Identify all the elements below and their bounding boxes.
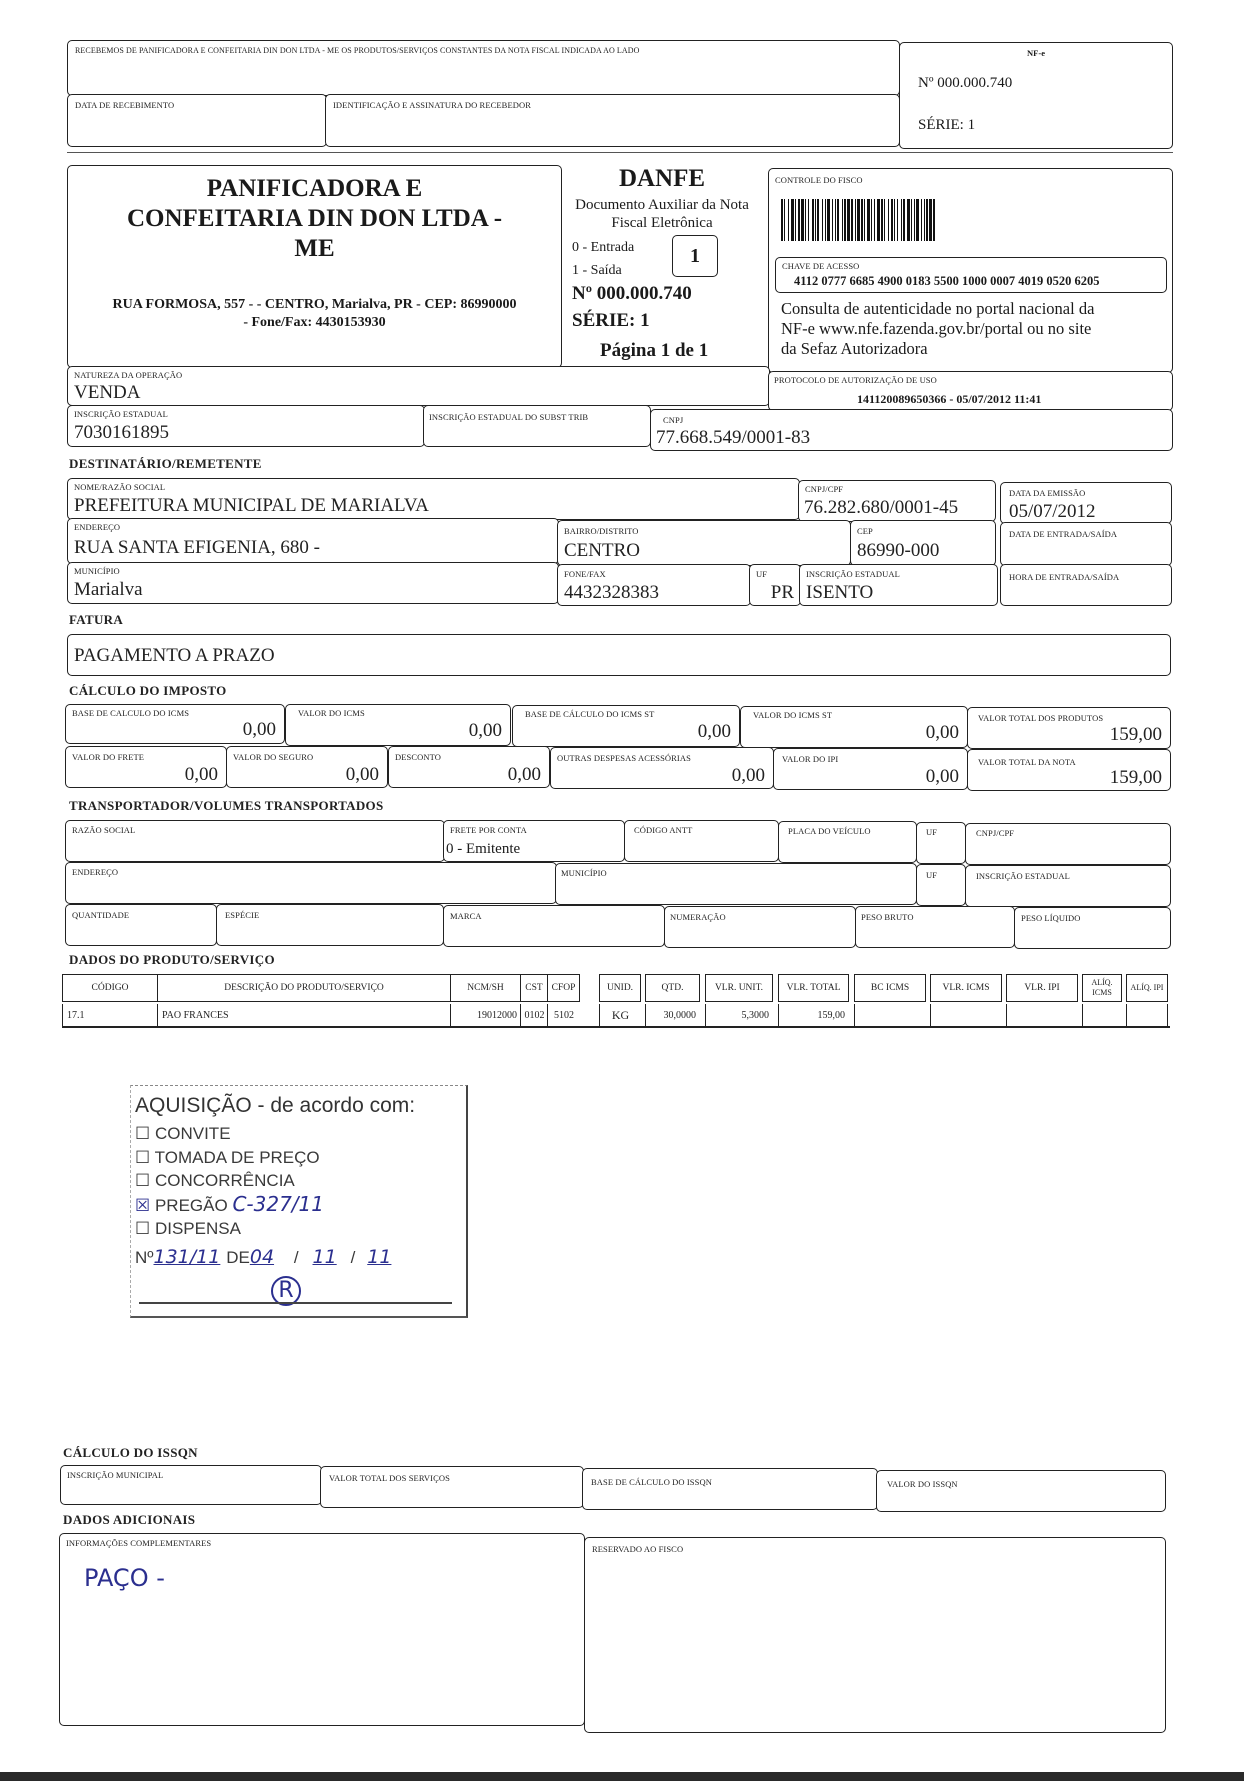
receipt-series: SÉRIE: 1 bbox=[918, 117, 976, 133]
entry-date-label: DATA DE ENTRADA/SAÍDA bbox=[1009, 529, 1118, 539]
danfe-title: DANFE bbox=[618, 165, 706, 192]
entry-time-label: HORA DE ENTRADA/SAÍDA bbox=[1009, 572, 1120, 582]
issqn-value bbox=[876, 1470, 1166, 1512]
cell-aliq-icms bbox=[1082, 1004, 1122, 1026]
tax-other-expenses bbox=[550, 747, 774, 789]
transport-state-reg-label: INSCRIÇÃO ESTADUAL bbox=[976, 871, 1070, 881]
transport-section-title: TRANSPORTADOR/VOLUMES TRANSPORTADOS bbox=[69, 798, 384, 813]
transport-company-field bbox=[65, 820, 445, 862]
transport-plate-label: PLACA DO VEÍCULO bbox=[788, 826, 871, 836]
cell-code: 17.1 bbox=[62, 1004, 158, 1026]
barcode bbox=[781, 199, 1163, 241]
recipient-cnpj-field bbox=[798, 480, 996, 522]
danfe-subtitle-line2: Fiscal Eletrônica bbox=[611, 215, 713, 231]
tax-base-icms-st-label: BASE DE CÁLCULO DO ICMS ST bbox=[525, 709, 655, 719]
tax-other-expenses-label: OUTRAS DESPESAS ACESSÓRIAS bbox=[557, 753, 691, 763]
danfe-type-box: 1 bbox=[672, 235, 718, 277]
transport-uf2-field bbox=[916, 864, 966, 906]
checked-checkbox-icon: ☒ bbox=[135, 1195, 155, 1215]
transport-freight-field bbox=[443, 820, 625, 862]
issuer-name-line1: PANIFICADORA E bbox=[206, 175, 423, 202]
transport-quantity-field bbox=[65, 904, 217, 946]
tax-base-icms-st bbox=[512, 705, 740, 747]
transport-species-label: ESPÉCIE bbox=[225, 910, 260, 920]
recipient-state-reg-field bbox=[799, 564, 998, 606]
transport-address-label: ENDEREÇO bbox=[72, 867, 119, 877]
recipient-name-value: PREFEITURA MUNICIPAL DE MARIALVA bbox=[74, 495, 429, 516]
tax-freight-value: 0,00 bbox=[184, 764, 218, 785]
invoice-value: PAGAMENTO A PRAZO bbox=[74, 645, 275, 666]
issuer-address-line2: - Fone/Fax: 4430153930 bbox=[243, 315, 386, 330]
recipient-uf-value: PR bbox=[770, 582, 794, 603]
transport-brand-label: MARCA bbox=[450, 911, 482, 921]
receipt-number: Nº 000.000.740 bbox=[918, 75, 1013, 91]
tax-total-note-label: VALOR TOTAL DA NOTA bbox=[978, 757, 1076, 767]
receipt-signature-field[interactable] bbox=[325, 94, 900, 147]
nature-operation-field bbox=[67, 366, 770, 406]
complementary-info-label: INFORMAÇÕES COMPLEMENTARES bbox=[66, 1538, 212, 1548]
danfe-series: SÉRIE: 1 bbox=[572, 310, 650, 331]
recipient-city-label: MUNICÍPIO bbox=[74, 566, 120, 576]
transport-city-label: MUNICÍPIO bbox=[561, 868, 607, 878]
recipient-name-label: NOME/RAZÃO SOCIAL bbox=[74, 482, 166, 492]
issuer-cnpj-label: CNPJ bbox=[663, 415, 684, 425]
tax-section-title: CÁLCULO DO IMPOSTO bbox=[69, 683, 227, 698]
transport-city-field bbox=[555, 863, 917, 905]
issuer-address-line1: RUA FORMOSA, 557 - - CENTRO, Marialva, PR - CEP: 86990000 bbox=[112, 297, 517, 312]
issqn-section-title: CÁLCULO DO ISSQN bbox=[63, 1445, 198, 1460]
table-row[interactable] bbox=[62, 1004, 1170, 1028]
tax-icms-value: 0,00 bbox=[468, 720, 502, 741]
stamp-option-convite: ☐ CONVITE bbox=[135, 1124, 231, 1143]
protocol-value: 141120089650366 - 05/07/2012 11:41 bbox=[857, 392, 1042, 406]
receipt-date-label: DATA DE RECEBIMENTO bbox=[75, 100, 175, 110]
transport-net-weight-label: PESO LÍQUIDO bbox=[1021, 913, 1081, 923]
recipient-phone-value: 4432328383 bbox=[564, 582, 659, 603]
recipient-district-value: CENTRO bbox=[564, 540, 640, 561]
transport-freight-label: FRETE POR CONTA bbox=[450, 825, 527, 835]
recipient-name-field bbox=[67, 478, 800, 520]
cell-description: PAO FRANCES bbox=[157, 1004, 451, 1026]
recipient-uf-label: UF bbox=[756, 569, 768, 579]
recipient-district-field bbox=[557, 520, 851, 566]
receipt-stub bbox=[67, 40, 900, 96]
col-header-cst: CST bbox=[520, 974, 548, 1002]
tax-total-products-label: VALOR TOTAL DOS PRODUTOS bbox=[978, 713, 1104, 723]
tax-insurance-label: VALOR DO SEGURO bbox=[233, 752, 314, 762]
transport-antt-field bbox=[624, 820, 779, 862]
recipient-city-field bbox=[67, 562, 559, 604]
recipient-section-title: DESTINATÁRIO/REMETENTE bbox=[69, 456, 262, 471]
protocol-label: PROTOCOLO DE AUTORIZAÇÃO DE USO bbox=[774, 375, 937, 385]
fiscal-control-label: CONTROLE DO FISCO bbox=[775, 175, 863, 185]
issuer-cnpj-field bbox=[650, 409, 1173, 451]
tax-other-expenses-value: 0,00 bbox=[731, 765, 765, 786]
stamp-option-concorrencia: ☐ CONCORRÊNCIA bbox=[135, 1171, 295, 1190]
receipt-header-text: RECEBEMOS DE PANIFICADORA E CONFEITARIA DIN DON LTDA - ME OS PRODUTOS/SERVIÇOS CONSTANTES DA NOTA FISCAL INDICADA AO LADO bbox=[75, 46, 640, 55]
issqn-base bbox=[582, 1468, 878, 1510]
transport-species-field bbox=[216, 904, 444, 946]
recipient-phone-field bbox=[557, 564, 751, 606]
danfe-number: Nº 000.000.740 bbox=[572, 283, 692, 304]
cell-ipi bbox=[1006, 1004, 1078, 1026]
issqn-value-label: VALOR DO ISSQN bbox=[887, 1479, 958, 1489]
consult-line2: NF-e www.nfe.fazenda.gov.br/portal ou no site bbox=[781, 319, 1092, 338]
tax-icms-st bbox=[740, 706, 968, 748]
transport-freight-value: 0 - Emitente bbox=[446, 841, 521, 857]
col-header-icms: VLR. ICMS bbox=[930, 974, 1002, 1002]
consult-line3: da Sefaz Autorizadora bbox=[781, 339, 928, 358]
stamp-date-year: 11 bbox=[367, 1246, 392, 1268]
tax-total-note-value: 159,00 bbox=[1109, 767, 1162, 788]
cell-bc-icms bbox=[854, 1004, 926, 1026]
issue-date-value: 05/07/2012 bbox=[1009, 501, 1096, 522]
issqn-municipal-reg bbox=[60, 1465, 322, 1505]
subst-registration-label: INSCRIÇÃO ESTADUAL DO SUBST TRIB bbox=[429, 412, 589, 422]
scan-edge bbox=[0, 1772, 1244, 1781]
tax-base-icms-st-value: 0,00 bbox=[697, 721, 731, 742]
col-header-bc-icms: BC ICMS bbox=[854, 974, 926, 1002]
stamp-date-day: 04 bbox=[249, 1246, 275, 1268]
tax-ipi bbox=[773, 748, 968, 790]
recipient-uf-field bbox=[749, 564, 801, 606]
procurement-stamp: AQUISIÇÃO - de acordo com: ☐ CONVITE ☐ TOMADA DE PREÇO ☐ CONCORRÊNCIA ☒ PREGÃO C-327/11 ☐ DISPENSA Nº131/11 DE04 / 11 / 11 R bbox=[130, 1085, 468, 1318]
transport-antt-label: CÓDIGO ANTT bbox=[634, 825, 693, 835]
tax-base-icms-value: 0,00 bbox=[242, 719, 276, 740]
complementary-info-field bbox=[59, 1533, 585, 1726]
tax-icms bbox=[285, 704, 511, 746]
danfe-page: Página 1 de 1 bbox=[600, 340, 709, 361]
stamp-number: 131/11 bbox=[153, 1246, 221, 1268]
transport-gross-weight-label: PESO BRUTO bbox=[861, 912, 914, 922]
stamp-date-month: 11 bbox=[312, 1246, 337, 1268]
initials-signature: R bbox=[271, 1276, 301, 1306]
transport-brand-field bbox=[443, 905, 665, 947]
signature-line bbox=[139, 1302, 452, 1304]
consult-line1: Consulta de autenticidade no portal nacional da bbox=[781, 299, 1095, 318]
recipient-address-field bbox=[67, 518, 559, 564]
recipient-address-label: ENDEREÇO bbox=[74, 522, 121, 532]
transport-numbering-field bbox=[664, 906, 856, 948]
issuer-box bbox=[67, 165, 562, 368]
entry-date-field bbox=[1000, 522, 1172, 566]
subst-registration-field bbox=[423, 405, 651, 447]
nfe-label: NF-e bbox=[1027, 48, 1045, 58]
tax-freight bbox=[65, 746, 227, 788]
cell-unit: KG bbox=[599, 1004, 641, 1026]
transport-uf2-label: UF bbox=[926, 870, 938, 880]
col-header-cfop: CFOP bbox=[547, 974, 580, 1002]
stamp-date-prefix: DE bbox=[226, 1248, 250, 1267]
receipt-signature-label: IDENTIFICAÇÃO E ASSINATURA DO RECEBEDOR bbox=[333, 100, 531, 110]
tax-discount-label: DESCONTO bbox=[395, 752, 441, 762]
invoice-field bbox=[67, 634, 1171, 676]
transport-address-field bbox=[65, 862, 557, 904]
state-registration-field bbox=[67, 405, 425, 447]
issue-date-field bbox=[1000, 482, 1172, 524]
danfe-subtitle-line1: Documento Auxiliar da Nota bbox=[575, 197, 749, 213]
col-header-ncm: NCM/SH bbox=[450, 974, 521, 1002]
checkbox-icon: ☐ bbox=[135, 1124, 155, 1143]
stamp-number-prefix: Nº bbox=[135, 1248, 154, 1267]
tax-icms-st-label: VALOR DO ICMS ST bbox=[753, 710, 833, 720]
receipt-nfe-box bbox=[899, 42, 1173, 149]
tax-freight-label: VALOR DO FRETE bbox=[72, 752, 145, 762]
col-header-unit-price: VLR. UNIT. bbox=[705, 974, 773, 1002]
transport-cnpj-field bbox=[965, 823, 1171, 865]
col-header-aliq-icms: ALÍQ. ICMS bbox=[1082, 974, 1122, 1002]
tax-ipi-label: VALOR DO IPI bbox=[782, 754, 839, 764]
pregao-handwritten: C-327/11 bbox=[232, 1191, 324, 1216]
state-registration-value: 7030161895 bbox=[74, 422, 169, 443]
checkbox-icon: ☐ bbox=[135, 1171, 155, 1190]
recipient-cep-field bbox=[850, 520, 996, 566]
tax-total-products bbox=[967, 707, 1171, 749]
cell-unit-price: 5,3000 bbox=[705, 1004, 773, 1026]
issue-date-label: DATA DA EMISSÃO bbox=[1009, 488, 1086, 498]
danfe-entry-option: 0 - Entrada bbox=[572, 240, 635, 255]
fiscal-control-box bbox=[768, 168, 1173, 373]
cell-cst: 0102 bbox=[520, 1004, 548, 1026]
complementary-info-handwritten: PAÇO - bbox=[84, 1564, 165, 1592]
stamp-option-dispensa: ☐ DISPENSA bbox=[135, 1219, 241, 1238]
tax-insurance bbox=[226, 746, 388, 788]
cut-line bbox=[67, 152, 1173, 153]
danfe-block bbox=[562, 163, 762, 368]
issqn-base-label: BASE DE CÁLCULO DO ISSQN bbox=[591, 1477, 712, 1487]
danfe-exit-option: 1 - Saída bbox=[572, 263, 622, 278]
cell-icms bbox=[930, 1004, 1002, 1026]
issuer-name-line3: ME bbox=[294, 235, 335, 262]
transport-uf-field bbox=[916, 822, 966, 864]
tax-base-icms-label: BASE DE CALCULO DO ICMS bbox=[72, 708, 190, 718]
recipient-cnpj-label: CNPJ/CPF bbox=[805, 484, 844, 494]
issqn-total-services-label: VALOR TOTAL DOS SERVIÇOS bbox=[329, 1473, 450, 1483]
access-key-box bbox=[775, 257, 1167, 293]
tax-ipi-value: 0,00 bbox=[925, 766, 959, 787]
products-table bbox=[62, 974, 1172, 1036]
transport-state-reg-field bbox=[965, 865, 1171, 907]
col-header-total: VLR. TOTAL bbox=[778, 974, 849, 1002]
transport-company-label: RAZÃO SOCIAL bbox=[72, 825, 136, 835]
tax-total-note bbox=[967, 749, 1171, 791]
transport-cnpj-label: CNPJ/CPF bbox=[976, 828, 1015, 838]
products-section-title: DADOS DO PRODUTO/SERVIÇO bbox=[69, 952, 275, 967]
reserved-fisco-field bbox=[584, 1537, 1166, 1733]
col-header-qty: QTD. bbox=[645, 974, 700, 1002]
cell-ncm: 19012000 bbox=[450, 1004, 521, 1026]
checkbox-icon: ☐ bbox=[135, 1147, 155, 1167]
stamp-title: AQUISIÇÃO - de acordo com: bbox=[135, 1094, 416, 1117]
transport-gross-weight-field bbox=[855, 906, 1015, 948]
recipient-cep-label: CEP bbox=[857, 526, 873, 536]
state-registration-label: INSCRIÇÃO ESTADUAL bbox=[74, 409, 168, 419]
protocol-field bbox=[768, 371, 1173, 411]
tax-icms-st-value: 0,00 bbox=[925, 722, 959, 743]
recipient-phone-label: FONE/FAX bbox=[564, 569, 606, 579]
tax-total-products-value: 159,00 bbox=[1109, 724, 1162, 745]
col-header-unit: UNID. bbox=[599, 974, 641, 1002]
issqn-municipal-reg-label: INSCRIÇÃO MUNICIPAL bbox=[67, 1470, 164, 1480]
tax-discount-value: 0,00 bbox=[507, 764, 541, 785]
nature-operation-label: NATUREZA DA OPERAÇÃO bbox=[74, 370, 183, 380]
issuer-name-line2: CONFEITARIA DIN DON LTDA - bbox=[126, 205, 503, 232]
recipient-cep-value: 86990-000 bbox=[857, 540, 940, 561]
cell-cfop: 5102 bbox=[547, 1004, 580, 1026]
additional-section-title: DADOS ADICIONAIS bbox=[63, 1512, 196, 1527]
transport-uf-label: UF bbox=[926, 827, 938, 837]
tax-icms-label: VALOR DO ICMS bbox=[298, 708, 365, 718]
col-header-aliq-ipi: ALÍQ. IPI bbox=[1126, 974, 1168, 1002]
recipient-cnpj-value: 76.282.680/0001-45 bbox=[804, 497, 959, 518]
recipient-district-label: BAIRRO/DISTRITO bbox=[564, 526, 639, 536]
transport-numbering-label: NUMERAÇÃO bbox=[670, 912, 726, 922]
col-header-code: CÓDIGO bbox=[62, 974, 158, 1002]
col-header-ipi: VLR. IPI bbox=[1006, 974, 1078, 1002]
recipient-state-reg-value: ISENTO bbox=[806, 582, 874, 603]
tax-base-icms bbox=[65, 704, 285, 744]
stamp-option-tomada: ☐ TOMADA DE PREÇO bbox=[135, 1147, 320, 1167]
nature-operation-value: VENDA bbox=[74, 382, 141, 403]
transport-net-weight-field bbox=[1014, 907, 1171, 949]
transport-plate-field bbox=[778, 821, 917, 863]
cell-qty: 30,0000 bbox=[645, 1004, 700, 1026]
issuer-cnpj-value: 77.668.549/0001-83 bbox=[656, 427, 811, 448]
col-header-description: DESCRIÇÃO DO PRODUTO/SERVIÇO bbox=[157, 974, 451, 1002]
checkbox-icon: ☐ bbox=[135, 1219, 155, 1238]
tax-discount bbox=[388, 746, 550, 788]
invoice-section-title: FATURA bbox=[69, 612, 124, 627]
access-key-value: 4112 0777 6685 4900 0183 5500 1000 0007 4019 0520 6205 bbox=[794, 274, 1100, 288]
cell-total: 159,00 bbox=[778, 1004, 849, 1026]
recipient-city-value: Marialva bbox=[74, 579, 143, 600]
receipt-date-field[interactable] bbox=[67, 94, 327, 147]
cell-aliq-ipi bbox=[1126, 1004, 1168, 1026]
reserved-fisco-label: RESERVADO AO FISCO bbox=[592, 1544, 684, 1554]
tax-insurance-value: 0,00 bbox=[345, 764, 379, 785]
stamp-option-pregao: ☒ PREGÃO C-327/11 bbox=[135, 1191, 324, 1216]
issqn-total-services bbox=[320, 1466, 584, 1508]
recipient-state-reg-label: INSCRIÇÃO ESTADUAL bbox=[806, 569, 900, 579]
transport-quantity-label: QUANTIDADE bbox=[72, 910, 130, 920]
access-key-label: CHAVE DE ACESSO bbox=[782, 261, 860, 271]
recipient-address-value: RUA SANTA EFIGENIA, 680 - bbox=[74, 537, 321, 558]
entry-time-field bbox=[1000, 564, 1172, 606]
